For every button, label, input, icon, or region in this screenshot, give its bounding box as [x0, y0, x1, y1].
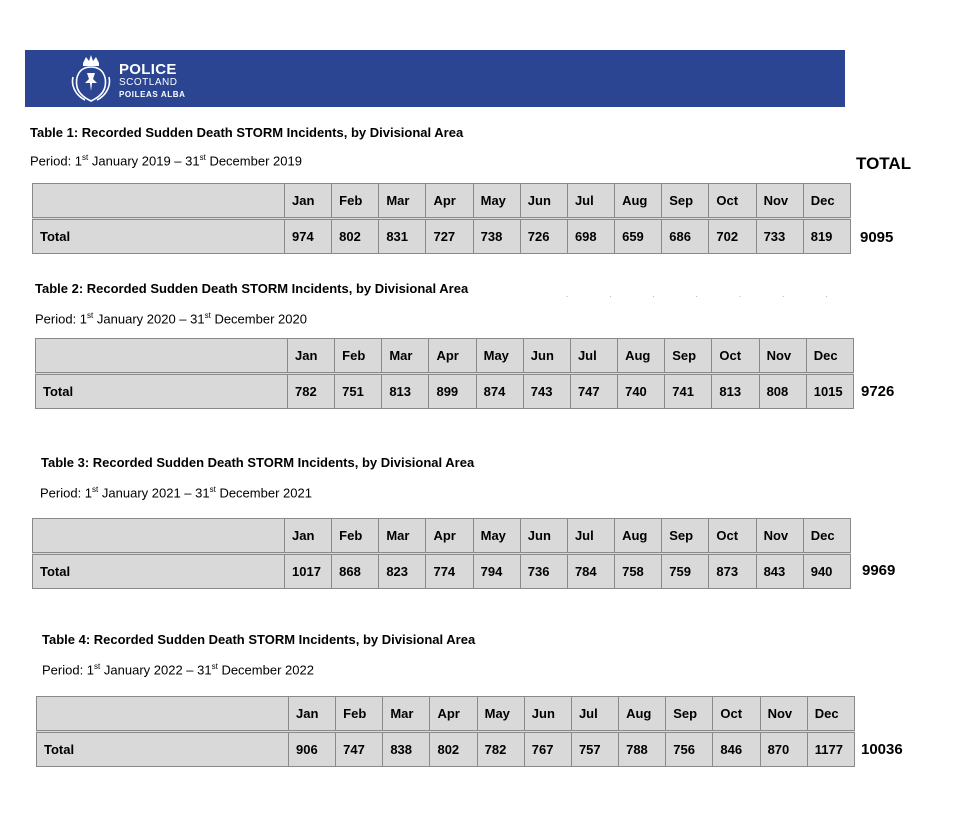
month-value-mar: 831 — [379, 219, 426, 254]
month-value-jul: 747 — [570, 374, 617, 409]
period-prefix: Period: 1 — [35, 311, 88, 327]
table-header-row — [33, 184, 851, 219]
month-value-jan: 906 — [289, 732, 336, 767]
header-blank-cell — [36, 339, 288, 374]
month-header-jan: Jan — [285, 184, 332, 219]
table-title: Table 1: Recorded Sudden Death STORM Incidents, by Divisional Area — [30, 125, 464, 140]
month-value-sep: 756 — [666, 732, 713, 767]
table-header-row — [37, 697, 855, 732]
table-period — [40, 485, 312, 500]
month-value-apr: 774 — [426, 554, 473, 589]
month-value-may: 874 — [476, 374, 523, 409]
month-value-nov: 733 — [756, 219, 803, 254]
month-header-sep: Sep — [666, 697, 713, 732]
table-row — [33, 554, 851, 589]
month-value-jan: 1017 — [285, 554, 332, 589]
month-value-sep: 759 — [662, 554, 709, 589]
month-header-nov: Nov — [756, 184, 803, 219]
month-header-dec: Dec — [807, 697, 854, 732]
table-row — [37, 732, 855, 767]
month-value-may: 794 — [473, 554, 520, 589]
month-value-feb: 802 — [332, 219, 379, 254]
period-middle: January 2019 – 31 — [88, 153, 200, 169]
ordinal-suffix: st — [204, 311, 211, 320]
month-value-oct: 702 — [709, 219, 756, 254]
month-header-feb: Feb — [332, 519, 379, 554]
month-value-jul: 757 — [571, 732, 618, 767]
month-header-jan: Jan — [288, 339, 335, 374]
month-header-may: May — [473, 519, 520, 554]
month-value-dec: 1015 — [806, 374, 853, 409]
month-header-mar: Mar — [383, 697, 430, 732]
month-header-jun: Jun — [523, 339, 570, 374]
month-header-jun: Jun — [524, 697, 571, 732]
month-header-aug: Aug — [618, 339, 665, 374]
month-value-nov: 808 — [759, 374, 806, 409]
table-period — [42, 662, 314, 677]
month-header-nov: Nov — [760, 697, 807, 732]
month-header-apr: Apr — [426, 184, 473, 219]
header-blank-cell — [33, 519, 285, 554]
month-header-mar: Mar — [379, 519, 426, 554]
month-header-may: May — [473, 184, 520, 219]
row-label: Total — [33, 554, 285, 589]
table-header-row — [36, 339, 854, 374]
table-title: Table 3: Recorded Sudden Death STORM Incidents, by Divisional Area — [41, 455, 475, 470]
month-header-apr: Apr — [429, 339, 476, 374]
incident-table — [32, 183, 851, 254]
police-scotland-wordmark — [119, 62, 185, 99]
police-scotland-banner — [25, 50, 845, 107]
month-value-jul: 784 — [567, 554, 614, 589]
annual-total: 9726 — [861, 383, 895, 400]
header-blank-cell — [33, 184, 285, 219]
period-middle: January 2020 – 31 — [93, 311, 205, 327]
month-header-jan: Jan — [285, 519, 332, 554]
month-value-jul: 698 — [567, 219, 614, 254]
logo-line-scotland: SCOTLAND — [119, 77, 178, 88]
month-header-dec: Dec — [806, 339, 853, 374]
month-value-aug: 740 — [618, 374, 665, 409]
decorative-dots: ....... — [566, 290, 869, 299]
month-header-jul: Jul — [567, 519, 614, 554]
ordinal-suffix: st — [211, 662, 218, 671]
row-label: Total — [37, 732, 289, 767]
annual-total: 9969 — [862, 562, 896, 579]
month-value-nov: 870 — [760, 732, 807, 767]
month-header-sep: Sep — [662, 519, 709, 554]
month-header-mar: Mar — [379, 184, 426, 219]
month-header-may: May — [477, 697, 524, 732]
ordinal-suffix: st — [92, 485, 99, 494]
incident-table — [32, 518, 851, 589]
month-value-jan: 974 — [285, 219, 332, 254]
month-header-jul: Jul — [570, 339, 617, 374]
month-header-oct: Oct — [712, 339, 759, 374]
month-header-jun: Jun — [520, 184, 567, 219]
month-value-nov: 843 — [756, 554, 803, 589]
ordinal-suffix: st — [209, 485, 216, 494]
row-label: Total — [33, 219, 285, 254]
month-header-jun: Jun — [520, 519, 567, 554]
incident-table — [36, 696, 855, 767]
month-value-aug: 788 — [619, 732, 666, 767]
month-header-apr: Apr — [430, 697, 477, 732]
month-header-jul: Jul — [571, 697, 618, 732]
row-label: Total — [36, 374, 288, 409]
month-value-jan: 782 — [288, 374, 335, 409]
month-header-dec: Dec — [803, 519, 850, 554]
month-header-nov: Nov — [756, 519, 803, 554]
month-header-apr: Apr — [426, 519, 473, 554]
logo-line-police: POLICE — [119, 61, 177, 78]
period-prefix: Period: 1 — [40, 485, 93, 501]
month-value-aug: 758 — [615, 554, 662, 589]
month-value-mar: 838 — [383, 732, 430, 767]
month-header-nov: Nov — [759, 339, 806, 374]
police-crest-icon — [65, 53, 117, 105]
month-value-feb: 747 — [336, 732, 383, 767]
period-suffix: December 2020 — [210, 311, 307, 327]
month-value-mar: 823 — [379, 554, 426, 589]
logo-line-poileas-alba: POILEAS ALBA — [119, 90, 186, 99]
table-period — [35, 311, 307, 326]
period-middle: January 2022 – 31 — [100, 662, 212, 678]
table-title: Table 2: Recorded Sudden Death STORM Incidents, by Divisional Area — [35, 281, 469, 296]
month-value-apr: 899 — [429, 374, 476, 409]
month-value-sep: 686 — [662, 219, 709, 254]
period-suffix: December 2021 — [215, 485, 312, 501]
period-middle: January 2021 – 31 — [98, 485, 210, 501]
month-header-oct: Oct — [709, 519, 756, 554]
annual-total: 9095 — [860, 229, 894, 246]
table-row — [36, 374, 854, 409]
month-value-oct: 873 — [709, 554, 756, 589]
month-header-may: May — [476, 339, 523, 374]
month-header-mar: Mar — [382, 339, 429, 374]
month-value-jun: 726 — [520, 219, 567, 254]
period-prefix: Period: 1 — [42, 662, 95, 678]
month-value-oct: 813 — [712, 374, 759, 409]
table-row — [33, 219, 851, 254]
month-header-feb: Feb — [336, 697, 383, 732]
period-prefix: Period: 1 — [30, 153, 83, 169]
month-value-aug: 659 — [615, 219, 662, 254]
month-value-jun: 736 — [520, 554, 567, 589]
month-value-jun: 743 — [523, 374, 570, 409]
month-header-sep: Sep — [662, 184, 709, 219]
table-header-row — [33, 519, 851, 554]
ordinal-suffix: st — [199, 153, 206, 162]
month-value-feb: 751 — [335, 374, 382, 409]
month-header-jan: Jan — [289, 697, 336, 732]
month-header-dec: Dec — [803, 184, 850, 219]
header-blank-cell — [37, 697, 289, 732]
month-value-dec: 819 — [803, 219, 850, 254]
month-header-feb: Feb — [335, 339, 382, 374]
ordinal-suffix: st — [87, 311, 94, 320]
month-value-oct: 846 — [713, 732, 760, 767]
annual-total: 10036 — [861, 741, 903, 758]
month-header-aug: Aug — [615, 184, 662, 219]
month-header-aug: Aug — [619, 697, 666, 732]
month-header-jul: Jul — [567, 184, 614, 219]
period-suffix: December 2019 — [205, 153, 302, 169]
month-value-may: 738 — [473, 219, 520, 254]
month-value-dec: 1177 — [807, 732, 854, 767]
month-header-sep: Sep — [665, 339, 712, 374]
total-column-heading: TOTAL — [856, 154, 912, 173]
month-value-mar: 813 — [382, 374, 429, 409]
month-value-jun: 767 — [524, 732, 571, 767]
period-suffix: December 2022 — [217, 662, 314, 678]
month-value-sep: 741 — [665, 374, 712, 409]
month-header-oct: Oct — [709, 184, 756, 219]
incident-table — [35, 338, 854, 409]
month-value-dec: 940 — [803, 554, 850, 589]
ordinal-suffix: st — [94, 662, 101, 671]
month-value-may: 782 — [477, 732, 524, 767]
month-header-oct: Oct — [713, 697, 760, 732]
month-value-apr: 802 — [430, 732, 477, 767]
month-value-feb: 868 — [332, 554, 379, 589]
month-header-aug: Aug — [615, 519, 662, 554]
table-period — [30, 153, 302, 168]
ordinal-suffix: st — [82, 153, 89, 162]
month-header-feb: Feb — [332, 184, 379, 219]
month-value-apr: 727 — [426, 219, 473, 254]
table-title: Table 4: Recorded Sudden Death STORM Incidents, by Divisional Area — [42, 632, 476, 647]
